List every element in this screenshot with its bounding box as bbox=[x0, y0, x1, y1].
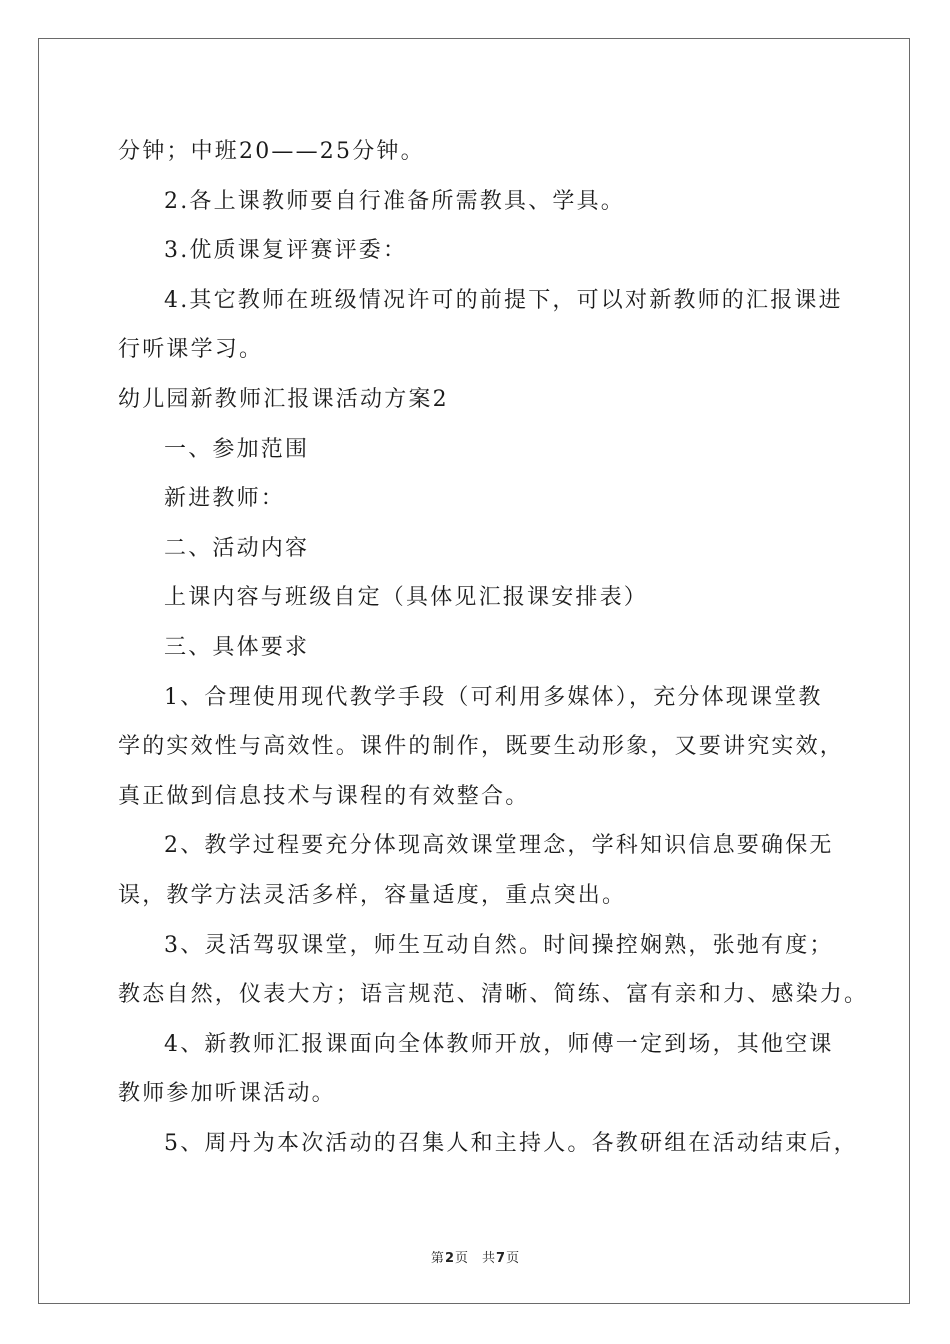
text-line: 4.其它教师在班级情况许可的前提下，可以对新教师的汇报课进 bbox=[164, 287, 843, 313]
section-title: 幼儿园新教师汇报课活动方案2 bbox=[118, 386, 449, 412]
text-line: 新进教师： bbox=[164, 486, 286, 512]
text-line: 教态自然，仪表大方；语言规范、清晰、简练、富有亲和力、感染力。 bbox=[118, 982, 869, 1008]
text-line: 3.优质课复评赛评委： bbox=[164, 238, 408, 264]
text-line: 2.各上课教师要自行准备所需教具、学具。 bbox=[164, 188, 625, 214]
text-line: 2、教学过程要充分体现高效课堂理念，学科知识信息要确保无 bbox=[164, 833, 834, 859]
heading-line: 三、具体要求 bbox=[164, 634, 310, 660]
current-page-number: 2 bbox=[444, 1251, 454, 1266]
total-page-number: 7 bbox=[496, 1251, 506, 1266]
page-suffix: 页 bbox=[454, 1251, 468, 1266]
text-line: 学的实效性与高效性。课件的制作，既要生动形象，又要讲究实效， bbox=[118, 734, 845, 760]
text-line: 上课内容与班级自定（具体见汇报课安排表） bbox=[164, 585, 649, 611]
text-line: 误，教学方法灵活多样，容量适度，重点突出。 bbox=[118, 882, 627, 908]
text-line: 行听课学习。 bbox=[118, 337, 264, 363]
document-body bbox=[118, 127, 869, 1168]
page-footer bbox=[0, 1247, 950, 1266]
text-line: 教师参加听课活动。 bbox=[118, 1081, 336, 1107]
heading-line: 二、活动内容 bbox=[164, 535, 310, 561]
text-line: 4、新教师汇报课面向全体教师开放，师傅一定到场，其他空课 bbox=[164, 1031, 834, 1057]
text-line: 真正做到信息技术与课程的有效整合。 bbox=[118, 783, 530, 809]
total-prefix: 共 bbox=[482, 1251, 496, 1266]
text-line: 分钟；中班20——25分钟。 bbox=[118, 139, 425, 164]
text-line: 1、合理使用现代教学手段（可利用多媒体），充分体现课堂教 bbox=[164, 684, 823, 710]
page-prefix: 第 bbox=[430, 1251, 444, 1266]
text-line: 3、灵活驾驭课堂，师生互动自然。时间操控娴熟，张弛有度； bbox=[164, 932, 834, 958]
heading-line: 一、参加范围 bbox=[164, 436, 310, 462]
total-suffix: 页 bbox=[506, 1251, 520, 1266]
text-line: 5、周丹为本次活动的召集人和主持人。各教研组在活动结束后， bbox=[164, 1130, 858, 1156]
